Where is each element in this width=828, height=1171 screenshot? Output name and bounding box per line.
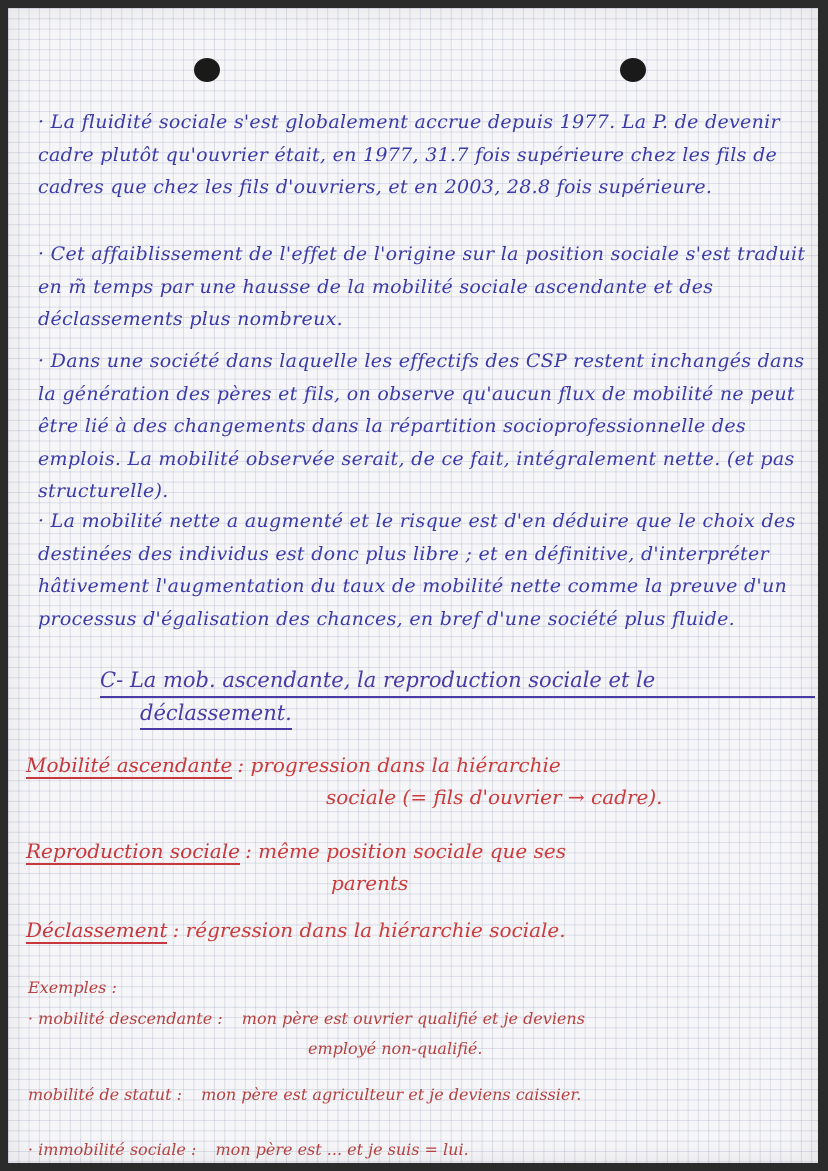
example-text: mon père est ... et je suis = lui.	[215, 1140, 469, 1159]
paragraph-affaiblissement: · Cet affaiblissement de l'effet de l'origine sur la position sociale s'est traduit en m̃ temps par une hausse de la mobilité sociale ascendante et des déclassements plus nombreux.	[38, 243, 806, 330]
example-text: mon père est agriculteur et je deviens caissier.	[201, 1085, 582, 1104]
definition-term: Mobilité ascendante	[26, 753, 233, 777]
definition-term: Déclassement	[26, 918, 168, 942]
definition-text: : même position sociale que ses	[245, 839, 566, 863]
example-mobilite-descendante	[28, 1004, 818, 1064]
examples-title: Exemples :	[28, 978, 117, 997]
example-immobilite-sociale	[28, 1140, 818, 1159]
notebook-page	[8, 8, 818, 1163]
definition-term: Reproduction sociale	[26, 839, 240, 863]
example-label: mobilité de statut :	[28, 1085, 182, 1104]
paragraph-mobilite-nette: · La mobilité nette a augmenté et le risque est d'en déduire que le choix des destinées des individus est donc plus libre ; et en définitive, d'interpréter hâtivement l'augmentation du taux de mobilité nette comme la preuve d'un processus d'égalisation des chances, en bref d'une société plus fluide.	[38, 510, 796, 630]
definition-text: : régression dans la hiérarchie sociale.	[172, 918, 566, 942]
definition-declassement	[26, 915, 816, 947]
paragraph-fluidite: · La fluidité sociale s'est globalement accrue depuis 1977. La P. de devenir cadre plutôt qu'ouvrier était, en 1977, 31.7 fois supérieure chez les fils de cadres que chez les fils d'ouvriers, et en 2003, 28.8 fois supérieure.	[38, 111, 780, 198]
definition-reproduction-sociale	[26, 836, 816, 898]
section-heading-line1: C- La mob. ascendante, la reproduction sociale et le	[100, 665, 815, 698]
definition-continuation: sociale (= fils d'ouvrier → cadre).	[326, 785, 663, 809]
example-label: · mobilité descendante :	[28, 1009, 223, 1028]
example-continuation: employé non-qualifié.	[308, 1039, 483, 1058]
paragraph-societe-csp: · Dans une société dans laquelle les effectifs des CSP restent inchangés dans la génération des pères et fils, on observe qu'aucun flux de mobilité ne peut être lié à des changements dans la répartition socioprofessionnelle des emplois. La mobilité observée serait, de ce fait, intégralement nette. (et pas structurelle).	[38, 350, 805, 502]
binder-hole-right	[620, 58, 646, 82]
binder-hole-left	[194, 58, 220, 82]
definition-mobilite-ascendante	[26, 750, 816, 812]
example-label: · immobilité sociale :	[28, 1140, 197, 1159]
definition-continuation: parents	[331, 871, 409, 895]
section-heading-line2: déclassement.	[140, 698, 292, 730]
example-text: mon père est ouvrier qualifié et je deviens	[241, 1009, 585, 1028]
section-heading	[100, 665, 815, 730]
example-mobilite-statut	[28, 1085, 818, 1104]
definition-text: : progression dans la hiérarchie	[237, 753, 561, 777]
